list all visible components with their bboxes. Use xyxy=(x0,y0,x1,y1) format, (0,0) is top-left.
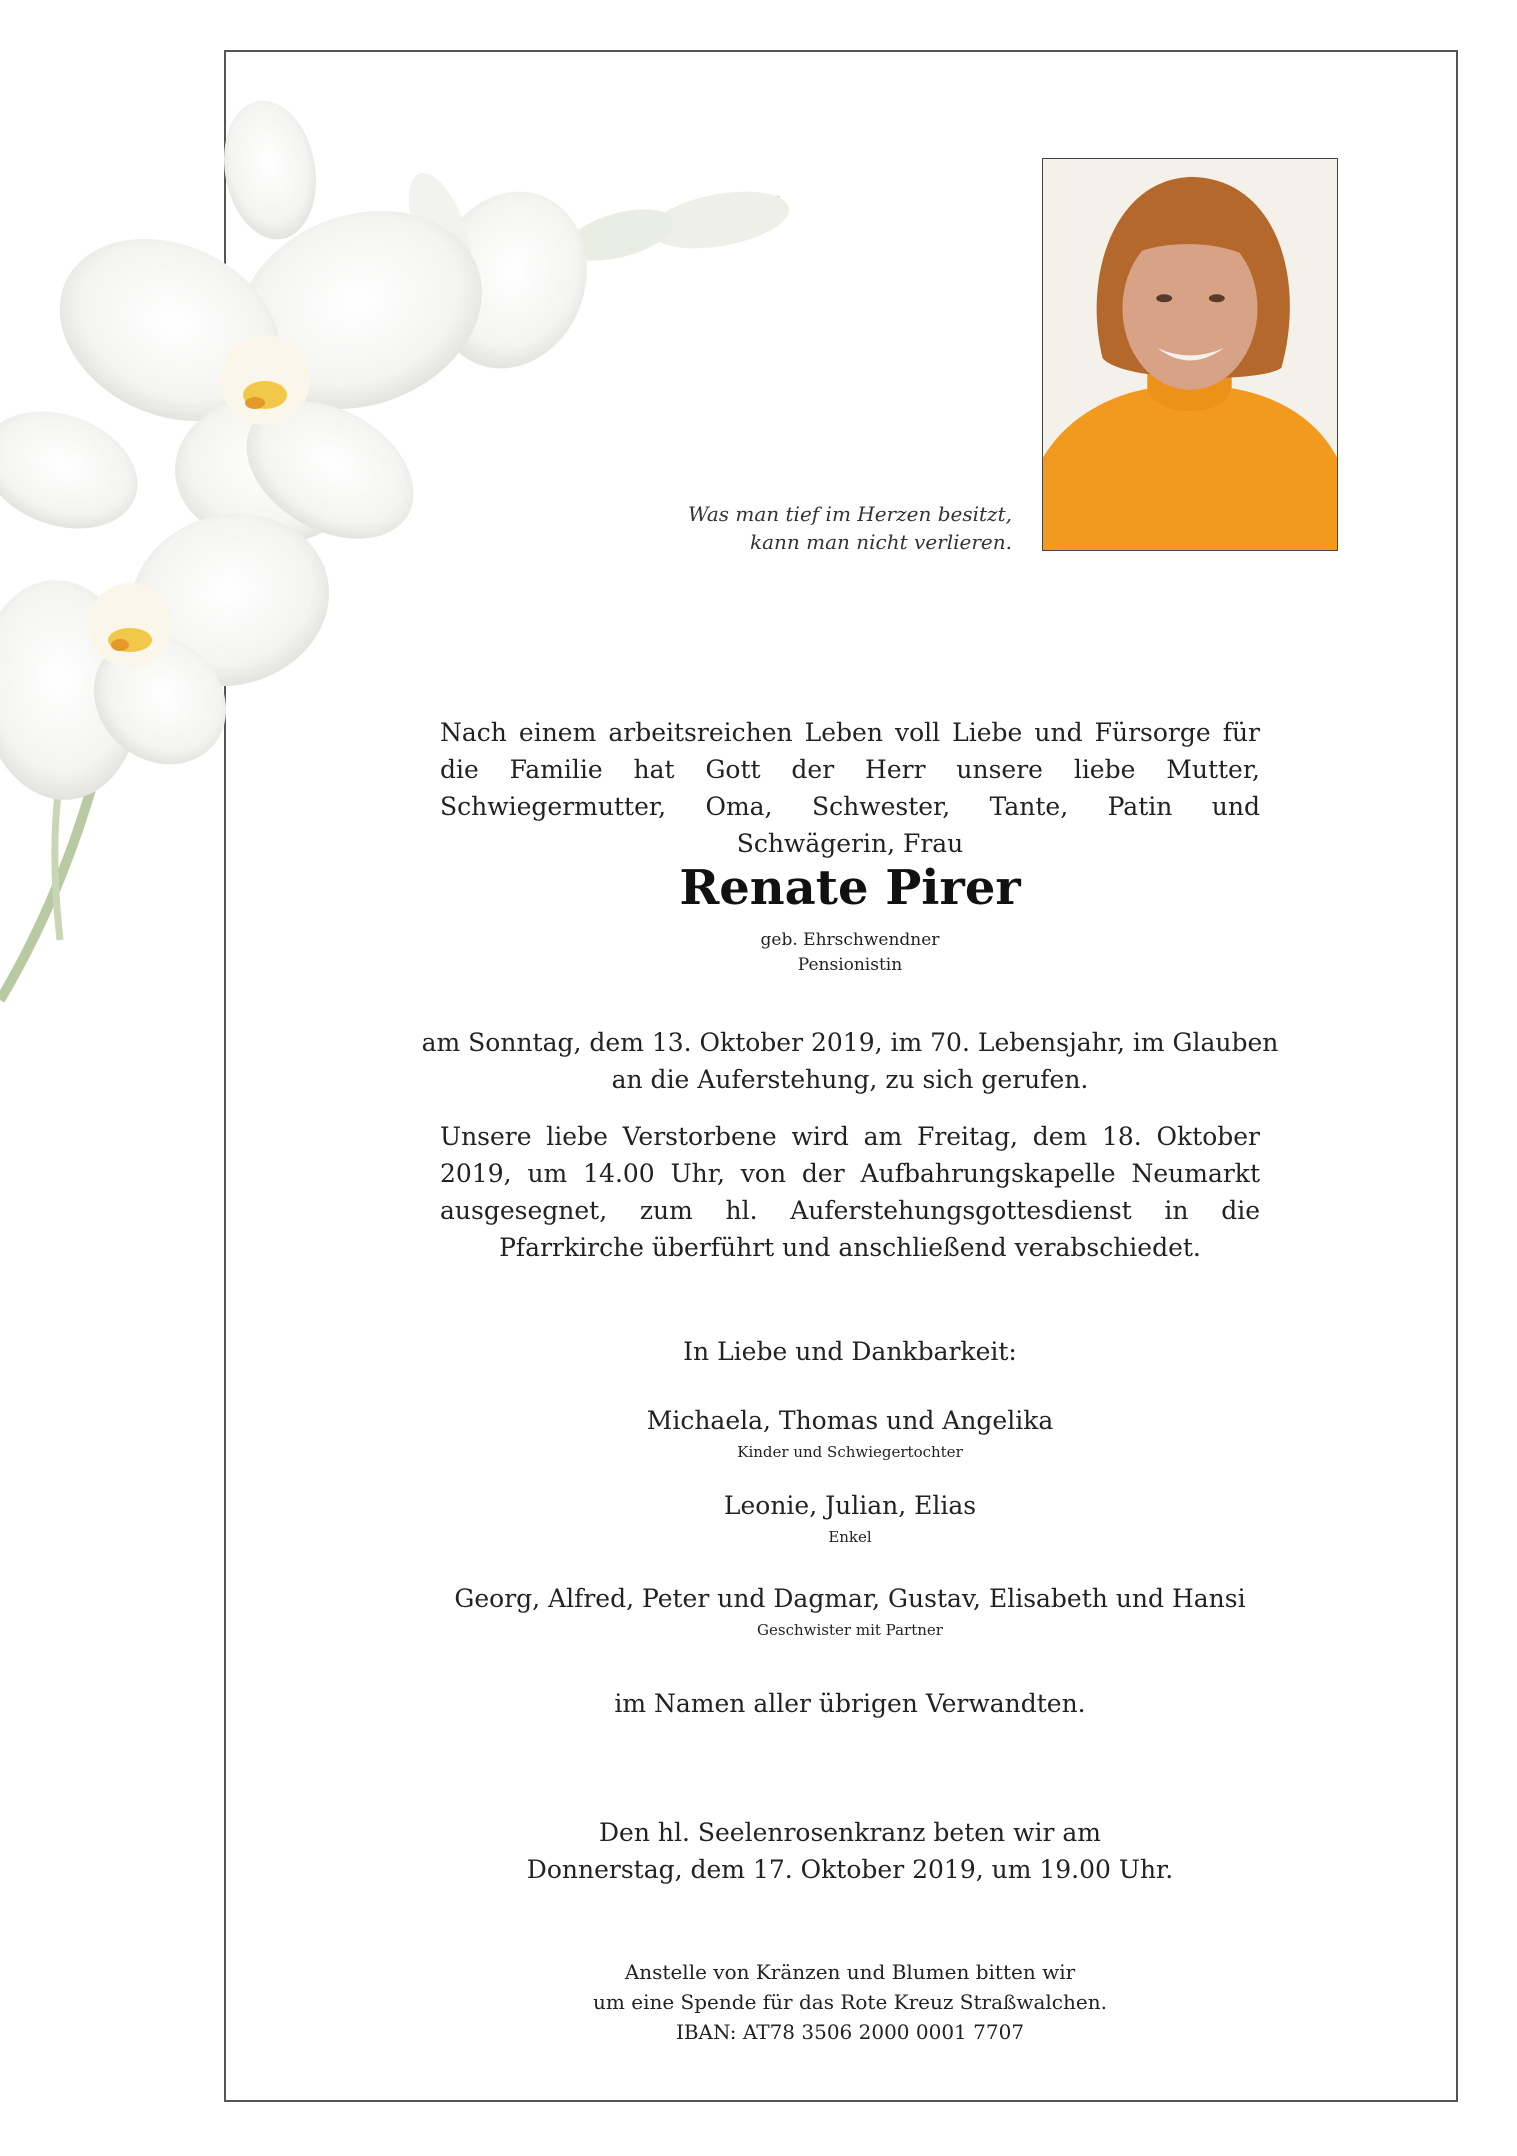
mourner-relation: Enkel xyxy=(828,1528,872,1546)
occupation: Pensionistin xyxy=(797,955,903,975)
death-line: am Sonntag, dem 13. Oktober 2019, im 70. Lebensjahr, im Glauben xyxy=(421,1028,1279,1057)
mourner-relation: Kinder und Schwiegertochter xyxy=(737,1443,963,1461)
intro-text: Nach einem arbeitsreichen Leben voll Liebe und Fürsorge für die Familie hat Gott der Herr unsere liebe Mutter, Schwiegermutter, Oma, Schwester, Tante, Patin und Schwägerin, Frau xyxy=(440,718,1260,858)
portrait-photo xyxy=(1042,158,1338,551)
mourner-names: Georg, Alfred, Peter und Dagmar, Gustav, Elisabeth und Hansi xyxy=(454,1584,1246,1613)
quote xyxy=(560,500,1012,556)
iban: IBAN: AT78 3506 2000 0001 7707 xyxy=(675,2020,1025,2044)
mourners-heading: In Liebe und Dankbarkeit: xyxy=(683,1337,1017,1366)
funeral-text: Unsere liebe Verstorbene wird am Freitag, dem 18. Oktober 2019, um 14.00 Uhr, von der Aufbahrungskapelle Neumarkt ausgesegnet, zum hl. Auferstehungsgottesdienst in die Pfarrkirche überführt und anschließend verabschiedet. xyxy=(440,1122,1260,1262)
rosary-line: Den hl. Seelenrosenkranz beten wir am xyxy=(598,1818,1102,1847)
quote-line: kann man nicht verlieren. xyxy=(749,530,1012,554)
mourner-relation: Geschwister mit Partner xyxy=(757,1621,943,1639)
rosary-line: Donnerstag, dem 17. Oktober 2019, um 19.00 Uhr. xyxy=(526,1855,1174,1884)
donation-line: Anstelle von Kränzen und Blumen bitten wir xyxy=(624,1960,1076,1984)
donation-line: um eine Spende für das Rote Kreuz Straßwalchen. xyxy=(593,1990,1107,2014)
mourners-closing: im Namen aller übrigen Verwandten. xyxy=(614,1689,1086,1718)
mourner-names: Michaela, Thomas und Angelika xyxy=(646,1406,1054,1435)
birth-name: geb. Ehrschwendner xyxy=(760,930,940,950)
death-line: an die Auferstehung, zu sich gerufen. xyxy=(611,1065,1089,1094)
quote-line: Was man tief im Herzen besitzt, xyxy=(688,502,1012,526)
deceased-name: Renate Pirer xyxy=(679,860,1021,916)
mourner-names: Leonie, Julian, Elias xyxy=(723,1491,977,1520)
